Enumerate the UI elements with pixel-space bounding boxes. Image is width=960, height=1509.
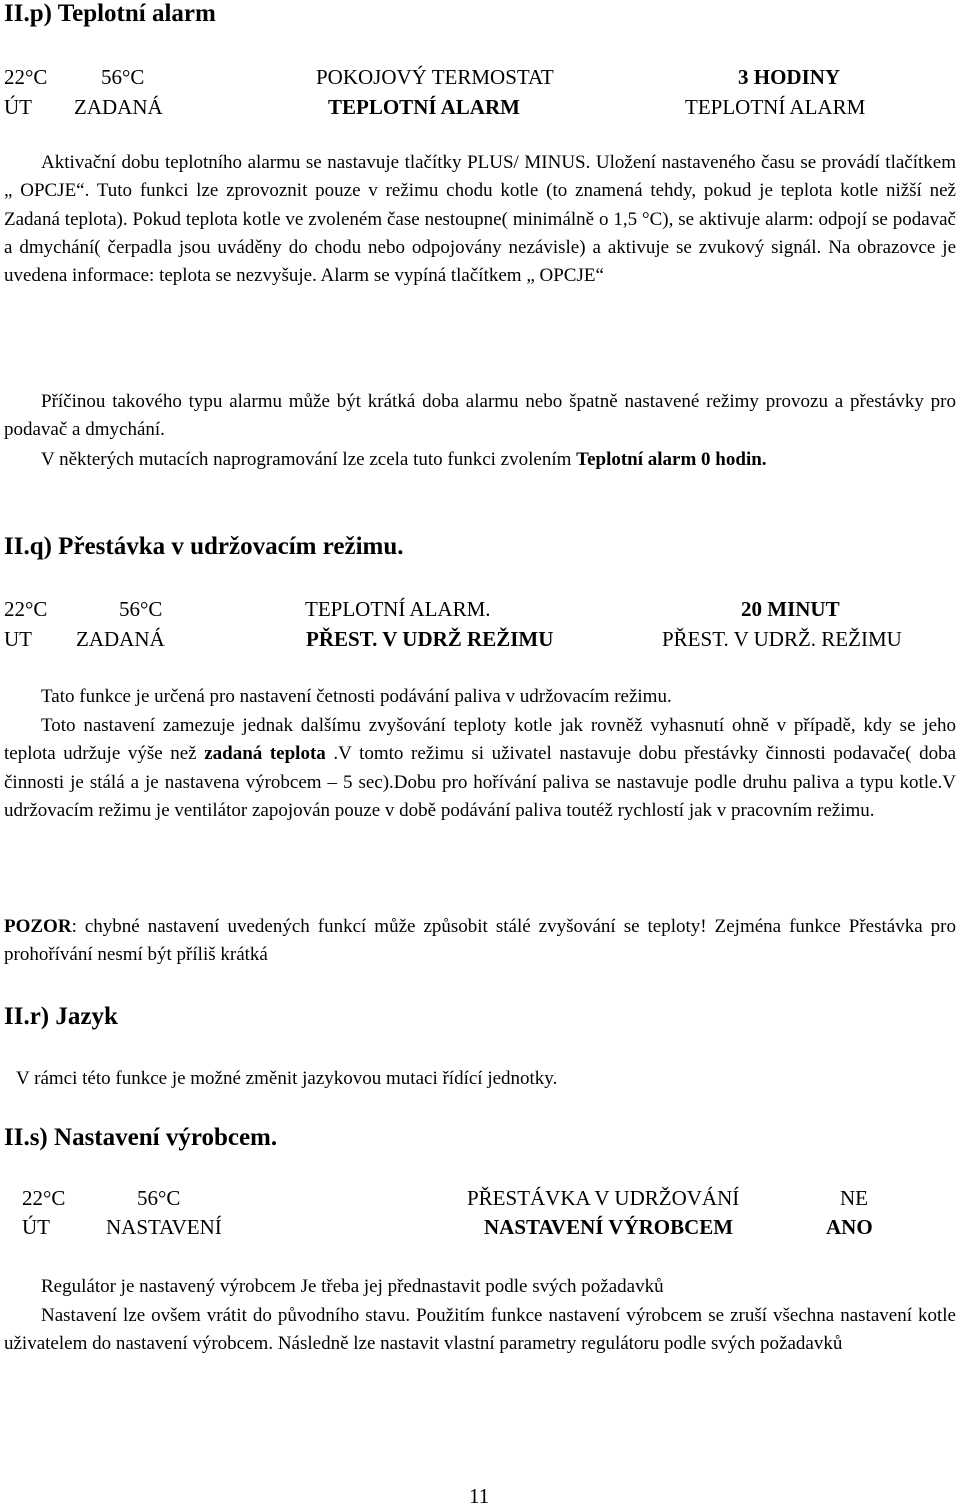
paragraph: V některých mutacích naprogramování lze zcela tuto funkci zvolením Teplotní alarm 0 hodin.: [41, 449, 767, 470]
screen-value: TEPLOTNÍ ALARM: [685, 95, 866, 119]
page-number: 11: [469, 1484, 490, 1508]
screen-value: 56°C: [137, 1186, 181, 1210]
screen-value: PŘEST. V UDRŽ REŽIMU: [306, 627, 554, 651]
screen-value: 22°C: [22, 1186, 66, 1210]
screen-value: ÚT: [22, 1215, 50, 1239]
paragraph: V rámci této funkce je možné změnit jazykovou mutaci řídící jednotky.: [16, 1068, 558, 1089]
screen-value: 56°C: [119, 597, 163, 621]
section-heading-s: II.s) Nastavení výrobcem.: [4, 1124, 278, 1151]
screen-value: PŘEST. V UDRŽ. REŽIMU: [662, 627, 902, 651]
screen-value: ZADANÁ: [74, 95, 163, 119]
screen-value: POKOJOVÝ TERMOSTAT: [316, 65, 554, 89]
screen-value: NASTAVENÍ VÝROBCEM: [484, 1215, 734, 1239]
paragraph: Tato funkce je určená pro nastavení četnosti podávání paliva v udržovacím režimu.: [41, 686, 672, 707]
screen-value: 3 HODINY: [738, 65, 841, 89]
screen-value: ZADANÁ: [76, 627, 165, 651]
paragraph: Příčinou takového typu alarmu může být krátká doba alarmu nebo špatně nastavené režimy provozu a přestávky pro podavač a dmychání.: [4, 391, 956, 441]
paragraph: Nastavení lze ovšem vrátit do původního stavu. Použitím funkce nastavení výrobcem se zruší všechna nastavení kotle uživatelem do nastavení výrobcem. Následně lze nastavit vlastní parametry regulátoru podle svých požadavků: [4, 1305, 956, 1355]
section-heading-r: II.r) Jazyk: [4, 1003, 118, 1030]
screen-value: 20 MINUT: [741, 597, 840, 621]
screen-value: NASTAVENÍ: [106, 1215, 222, 1239]
paragraph: Regulátor je nastavený výrobcem Je třeba jej přednastavit podle svých požadavků: [41, 1276, 664, 1297]
screen-value: ANO: [826, 1215, 873, 1239]
screen-value: UT: [4, 627, 32, 651]
screen-value: ÚT: [4, 95, 32, 119]
screen-value: 22°C: [4, 65, 48, 89]
paragraph: Toto nastavení zamezuje jednak dalšímu zvyšování teploty kotle jak rovněž vyhasnutí ohně v případě, kdy se jeho teplota udržuje výše než zadaná teplota .V tomto režimu si uživatel nastavuje dobu přestávky činnosti podavače( doba činnosti je stálá a je nastavena výrobcem – 5 sec).Dobu pro hořívání paliva se nastavuje podle druhu paliva a typu kotle.V udržovacím režimu je ventilátor zapojován pouze v době podávání paliva toutéž rychlostí jak v pracovním režimu.: [4, 715, 956, 821]
section-heading-p: II.p) Teplotní alarm: [4, 0, 216, 27]
screen-value: PŘESTÁVKA V UDRŽOVÁNÍ: [467, 1186, 740, 1210]
screen-value: NE: [840, 1186, 868, 1210]
screen-value: TEPLOTNÍ ALARM.: [305, 597, 491, 621]
warning-paragraph: POZOR: chybné nastavení uvedených funkcí může způsobit stálé zvyšování se teploty! Zejména funkce Přestávka pro prohořívání nesmí být příliš krátká: [4, 916, 956, 966]
screen-value: 22°C: [4, 597, 48, 621]
screen-value: TEPLOTNÍ ALARM: [328, 95, 520, 119]
screen-value: 56°C: [101, 65, 145, 89]
paragraph: Aktivační dobu teplotního alarmu se nastavuje tlačítky PLUS/ MINUS. Uložení nastaveného času se provádí tlačítkem „ OPCJE“. Tuto funkci lze zprovoznit pouze v režimu chodu kotle (to znamená tehdy, pokud je teplota kotle nižší než Zadaná teplota). Pokud teplota kotle ve zvoleném čase nestoupne( minimálně o 1,5 °C), se aktivuje alarm: odpojí se podavač a dmychání( čerpadla jsou uváděny do chodu nebo odpojovány nezávisle) a aktivuje se zvukový signál. Na obrazovce je uvedena informace: teplota se nezvyšuje. Alarm se vypíná tlačítkem „ OPCJE“: [4, 152, 956, 287]
section-heading-q: II.q) Přestávka v udržovacím režimu.: [4, 533, 404, 560]
